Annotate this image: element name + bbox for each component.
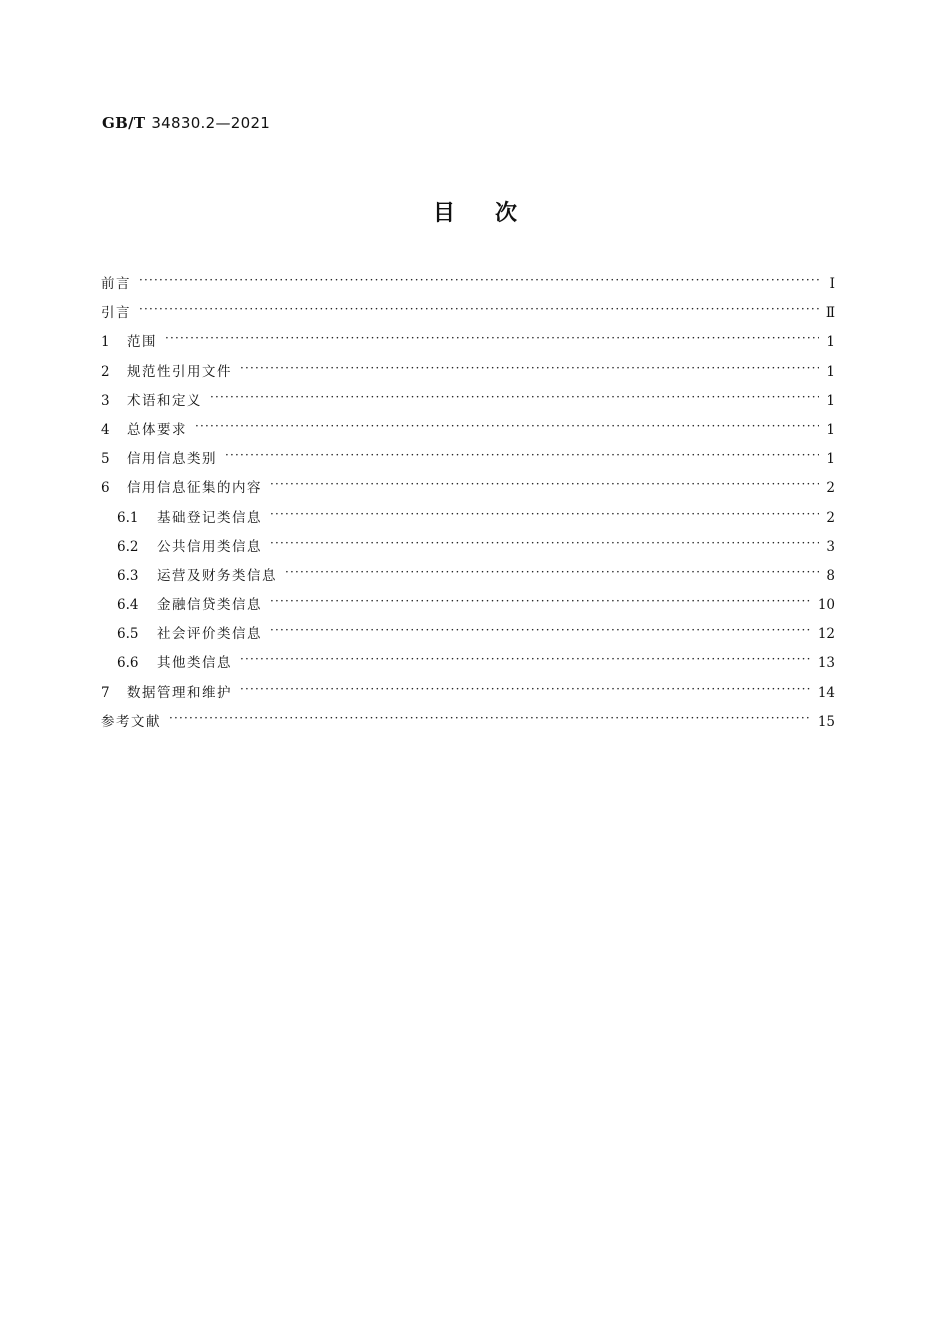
toc-leader-dots (240, 653, 812, 667)
toc-entry-page: 1 (826, 363, 835, 380)
toc-entry-label: 参考文献 (101, 713, 161, 730)
toc-entry-page: 14 (817, 684, 835, 701)
toc-entry[interactable] (101, 712, 835, 741)
toc-entry-label: 总体要求 (127, 421, 187, 438)
toc-entry-number: 6.4 (117, 597, 139, 614)
table-of-contents (101, 274, 835, 741)
toc-leader-dots (270, 508, 819, 522)
toc-entry-number: 3 (101, 392, 110, 409)
toc-entry[interactable] (101, 420, 835, 449)
toc-entry-page: 10 (817, 597, 835, 614)
toc-leader-dots (285, 566, 819, 580)
toc-entry-number: 4 (101, 421, 110, 438)
toc-leader-dots (139, 303, 819, 317)
toc-entry-label: 信用信息类别 (127, 451, 217, 468)
toc-title: 目次 (432, 201, 557, 226)
toc-entry-page: 8 (826, 567, 835, 584)
toc-leader-dots (240, 683, 812, 697)
toc-entry-number: 6.1 (117, 509, 139, 526)
toc-entry-label: 引言 (101, 305, 131, 322)
toc-entry-number: 2 (101, 363, 110, 380)
toc-entry-label: 规范性引用文件 (127, 363, 232, 380)
toc-entry[interactable] (101, 391, 835, 420)
toc-leader-dots (240, 362, 819, 376)
toc-entry-number: 6 (101, 480, 110, 497)
standard-number: 34830.2—2021 (151, 114, 271, 132)
toc-subentry[interactable] (101, 595, 835, 624)
toc-entry-page: 15 (817, 713, 835, 730)
toc-entry[interactable] (101, 478, 835, 507)
toc-entry-label: 金融信贷类信息 (157, 597, 262, 614)
toc-entry[interactable] (101, 332, 835, 361)
toc-entry-label: 信用信息征集的内容 (127, 480, 262, 497)
toc-leader-dots (270, 478, 819, 492)
toc-leader-dots (165, 332, 819, 346)
toc-entry-page: 2 (826, 480, 835, 497)
toc-entry-page: 3 (826, 538, 835, 555)
toc-entry[interactable] (101, 449, 835, 478)
toc-entry-page: Ⅱ (825, 305, 835, 322)
toc-entry-page: Ⅰ (829, 276, 835, 292)
toc-entry[interactable] (101, 303, 835, 332)
standard-prefix: GB/T (102, 114, 146, 132)
toc-entry-label: 范围 (127, 334, 157, 351)
toc-subentry[interactable] (101, 508, 835, 537)
toc-entry[interactable] (101, 362, 835, 391)
toc-leader-dots (270, 595, 812, 609)
toc-entry-page: 13 (817, 655, 835, 672)
toc-leader-dots (195, 420, 819, 434)
toc-entry-label: 公共信用类信息 (157, 538, 262, 555)
toc-entry-label: 数据管理和维护 (127, 684, 232, 701)
toc-leader-dots (225, 449, 819, 463)
toc-entry-number: 6.2 (117, 538, 139, 555)
toc-entry-label: 其他类信息 (157, 655, 232, 672)
toc-leader-dots (139, 274, 819, 288)
toc-subentry[interactable] (101, 653, 835, 682)
toc-entry-label: 社会评价类信息 (157, 626, 262, 643)
toc-leader-dots (210, 391, 819, 405)
toc-leader-dots (270, 624, 812, 638)
toc-entry-page: 2 (826, 509, 835, 526)
toc-entry-page: 1 (826, 392, 835, 409)
toc-entry-label: 术语和定义 (127, 392, 202, 409)
toc-entry-number: 5 (101, 451, 110, 468)
toc-entry-label: 运营及财务类信息 (157, 567, 277, 584)
toc-entry-label: 基础登记类信息 (157, 509, 262, 526)
toc-subentry[interactable] (101, 566, 835, 595)
toc-entry-number: 6.3 (117, 567, 139, 584)
toc-entry[interactable] (101, 683, 835, 712)
toc-entry-number: 6.5 (117, 626, 139, 643)
toc-leader-dots (270, 537, 819, 551)
toc-subentry[interactable] (101, 537, 835, 566)
toc-entry-page: 1 (826, 334, 835, 351)
toc-entry[interactable] (101, 274, 835, 303)
toc-subentry[interactable] (101, 624, 835, 653)
toc-entry-number: 7 (101, 684, 110, 701)
toc-leader-dots (169, 712, 812, 726)
toc-entry-page: 1 (826, 451, 835, 468)
toc-entry-label: 前言 (101, 276, 131, 292)
toc-entry-number: 6.6 (117, 655, 139, 672)
standard-code (102, 114, 270, 132)
toc-entry-number: 1 (101, 334, 110, 351)
toc-entry-page: 1 (826, 421, 835, 438)
toc-entry-page: 12 (817, 626, 835, 643)
